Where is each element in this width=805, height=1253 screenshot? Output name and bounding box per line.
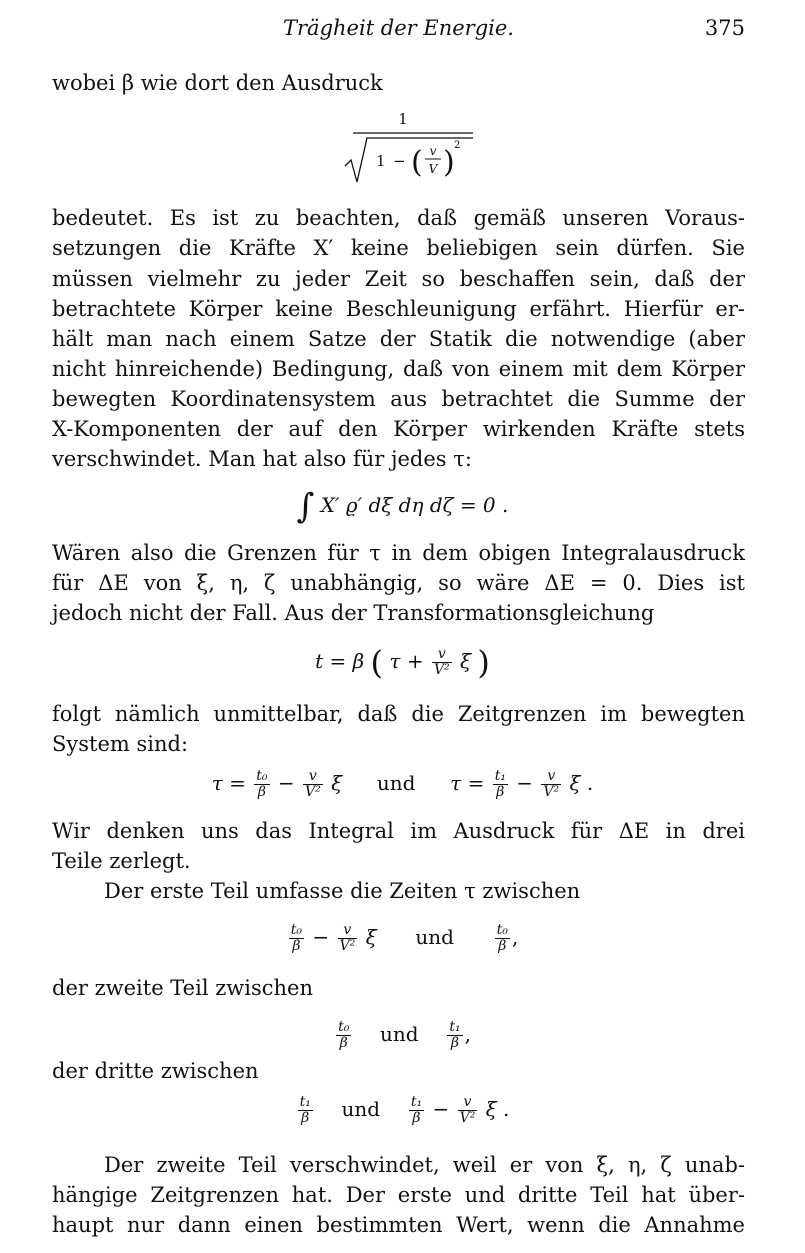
text-line-15: System sind: <box>52 732 189 756</box>
text-line-9: X-Komponenten der auf den Körper wirkenden Kräfte stets <box>52 417 745 441</box>
text-line-10: verschwindet. Man hat also für jedes τ: <box>52 447 472 471</box>
equation-third-part: $\frac{\text{t₁}}{\beta}$ und $\frac{\text{t₁}}{\beta}$ − $\frac{v}{\text{V²}}$ ξ . <box>299 1094 510 1126</box>
text-line-23: haupt nur dann einen bestimmten Wert, wenn die Annahme <box>52 1213 745 1237</box>
fraction-v-over-V2: $\frac{v}{\text{V²}}$ <box>433 646 450 678</box>
text-line-5: betrachtete Körper keine Beschleunigung erfährt. Hierfür er- <box>52 297 745 321</box>
equation-time-limits: τ = $\frac{\text{t₀}}{\beta}$ − $\frac{v}{\text{V²}}$ ξ und τ = $\frac{\text{t₁}}{\beta}$ − $\frac{v}{\text{V²}}$ ξ . <box>211 768 594 800</box>
svg-text:1: 1 <box>375 152 386 170</box>
beta-fraction <box>323 108 483 188</box>
text-line-3: setzungen die Kräfte X′ keine beliebigen sein dürfen. Sie <box>52 236 745 260</box>
equation-second-part: $\frac{\text{t₀}}{\beta}$ und $\frac{\text{t₁}}{\beta}$ , <box>338 1019 471 1051</box>
svg-text:V: V <box>428 162 437 176</box>
svg-text:2: 2 <box>453 140 460 151</box>
text-line-6: hält man nach einem Satze der Statik die notwendige (aber <box>52 327 745 351</box>
text-line-16: Wir denken uns das Integral im Ausdruck für ΔE in drei <box>52 819 745 843</box>
text-line-4: müssen vielmehr zu jeder Zeit so beschaffen sein, daß der <box>52 267 745 291</box>
text-line-22: hängige Zeitgrenzen hat. Der erste und dritte Teil hat über- <box>52 1183 745 1207</box>
text-line-8: bewegten Koordinatensystem aus betrachtet die Summe der <box>52 387 745 411</box>
text-line-12: für ΔE von ξ, η, ζ unabhängig, so wäre ΔE = 0. Dies ist <box>52 571 745 595</box>
text-line-13: jedoch nicht der Fall. Aus der Transformationsgleichung <box>52 601 655 625</box>
text-line-1: wobei β wie dort den Ausdruck <box>52 71 383 95</box>
equation-beta-definition <box>0 108 805 188</box>
text-line-14: folgt nämlich unmittelbar, daß die Zeitgrenzen im bewegten <box>52 702 745 726</box>
text-line-21: Der zweite Teil verschwindet, weil er von ξ, η, ζ unab- <box>104 1153 745 1177</box>
equation-transformation: t = β ( τ + $\frac{v}{\text{V²}}$ ξ ) <box>315 643 490 682</box>
text-line-18: Der erste Teil umfasse die Zeiten τ zwischen <box>104 879 581 903</box>
page-header <box>52 16 745 46</box>
text-line-11: Wären also die Grenzen für τ in dem obigen Integralausdruck <box>52 541 745 565</box>
svg-text:−: − <box>392 152 406 170</box>
page-number: 375 <box>704 16 745 40</box>
fraction-numerator: 1 <box>397 110 408 128</box>
text-line-19: der zweite Teil zwischen <box>52 976 313 1000</box>
running-title: Trägheit der Energie. <box>283 16 514 40</box>
svg-text:v: v <box>429 144 436 158</box>
text-line-2: bedeutet. Es ist zu beachten, daß gemäß unseren Voraus- <box>52 206 745 230</box>
equation-integral <box>0 480 805 532</box>
text-line-20: der dritte zwischen <box>52 1059 259 1083</box>
text-line-17: Teile zerlegt. <box>52 849 191 873</box>
svg-text:(: ( <box>410 145 423 180</box>
equation-first-part: $\frac{\text{t₀}}{\beta}$ − $\frac{v}{\text{V²}}$ ξ und $\frac{\text{t₀}}{\beta}$ , <box>290 922 519 954</box>
integral-body: X′ ϱ′ dξ dη dζ = 0 . <box>320 493 509 517</box>
text-line-7: nicht hinreichende) Bedingung, daß von einem mit dem Körper <box>52 357 745 381</box>
svg-text:): ) <box>442 145 455 180</box>
integral-sign: ∫ <box>296 486 315 527</box>
